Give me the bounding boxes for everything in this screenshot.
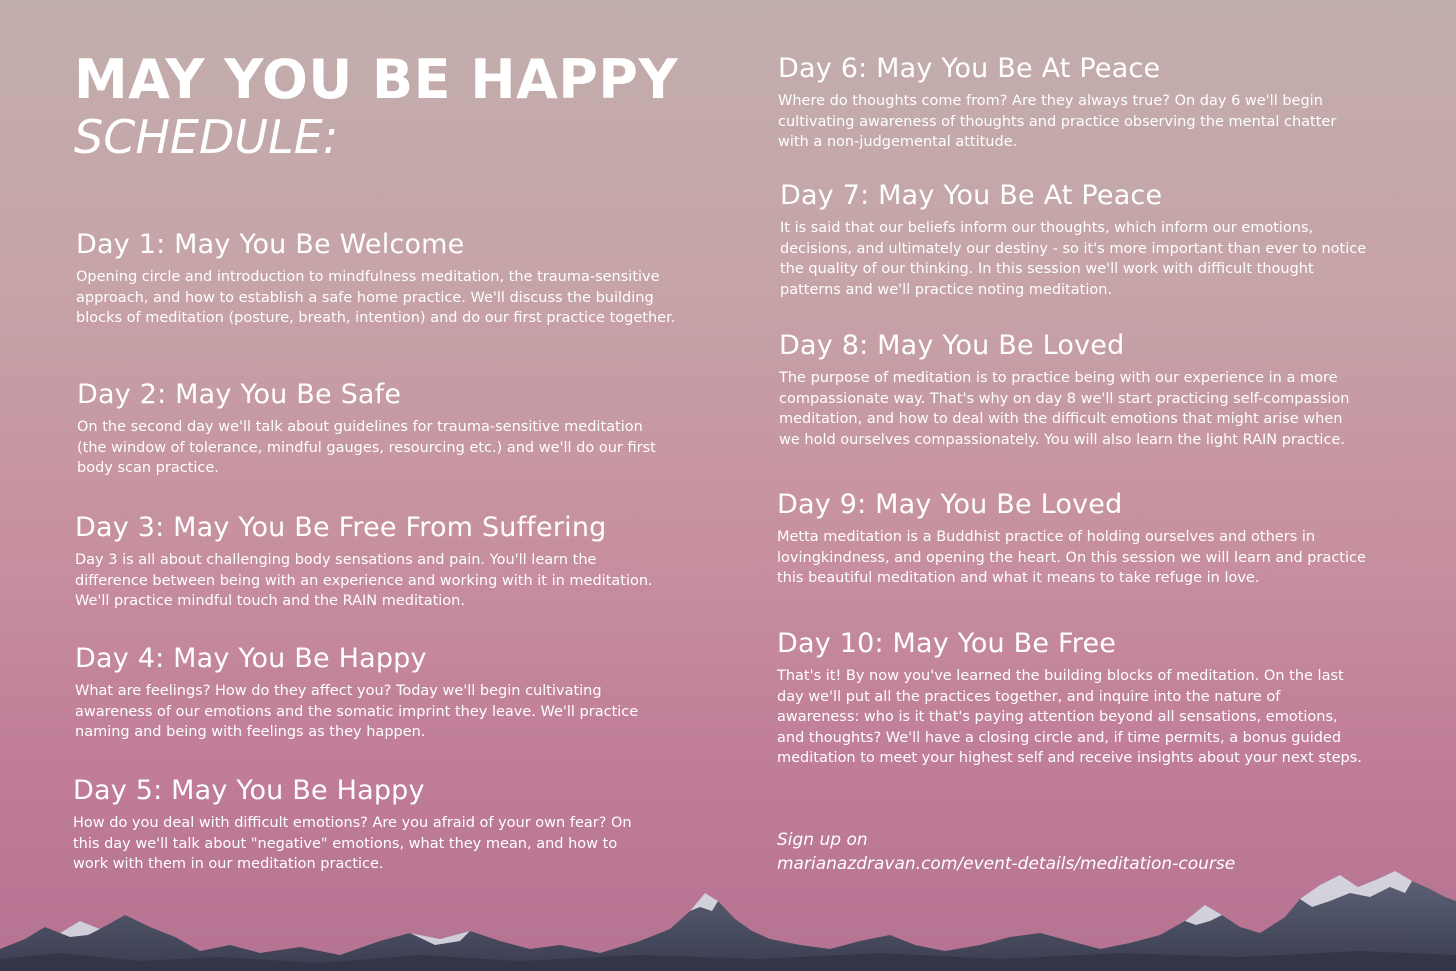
day-7-description: It is said that our beliefs inform our thoughts, which inform our emotions, decisions, and ultimately our destiny - so it's more important than ever to notice the quality of our thinking. In this session we'll work with difficult thought patterns and we'll practice noting meditation. — [780, 220, 1367, 298]
day-1-description: Opening circle and introduction to mindfulness meditation, the trauma-sensitive approach, and how to establish a safe home practice. We'll discuss the building blocks of meditation (posture, breath, intention) and do our first practice together. — [76, 269, 676, 327]
day-10-description: That's it! By now you've learned the building blocks of meditation. On the last day we'll put all the practices together, and inquire into the nature of awareness: who is it that's paying attention beyond all sensations, emotions, and thoughts? We'll have a closing circle and, if time permits, a bonus guided meditation to meet your highest self and receive insights about your next steps. — [777, 668, 1362, 767]
day-3-section — [75, 512, 665, 612]
day-3-description: Day 3 is all about challenging body sensations and pain. You'll learn the difference between being with an experience and working with it in meditation. We'll practice mindful touch and the RAIN meditation. — [75, 552, 653, 610]
day-2-section — [77, 379, 657, 479]
day-1-heading: Day 1: May You Be Welcome — [76, 229, 465, 260]
day-3-heading: Day 3: May You Be Free From Suffering — [75, 512, 607, 543]
page-subtitle: SCHEDULE: — [74, 110, 339, 164]
day-10-section — [777, 628, 1367, 769]
day-4-description: What are feelings? How do they affect you? Today we'll begin cultivating awareness of our emotions and the somatic imprint they leave. We'll practice naming and being with feelings as they happen. — [75, 683, 639, 741]
day-4-section — [75, 643, 675, 743]
day-7-section — [780, 180, 1370, 300]
day-8-description: The purpose of meditation is to practice being with our experience in a more compassionate way. That's why on day 8 we'll start practicing self-compassion meditation, and how to deal with the difficult emotions that might arise when we hold ourselves compassionately. You will also learn the light RAIN practice. — [779, 370, 1350, 448]
day-6-section — [778, 53, 1358, 153]
signup-label: Sign up on — [777, 830, 868, 850]
day-8-heading: Day 8: May You Be Loved — [779, 330, 1125, 361]
day-9-section — [777, 489, 1377, 589]
day-5-description: How do you deal with difficult emotions? Are you afraid of your own fear? On this day we'll talk about "negative" emotions, what they mean, and how to work with them in our meditation practice. — [73, 815, 632, 873]
day-5-heading: Day 5: May You Be Happy — [73, 775, 425, 806]
day-7-heading: Day 7: May You Be At Peace — [780, 180, 1163, 211]
day-8-section — [779, 330, 1359, 450]
page-title: MAY YOU BE HAPPY — [74, 48, 679, 111]
day-2-heading: Day 2: May You Be Safe — [77, 379, 402, 410]
day-6-description: Where do thoughts come from? Are they always true? On day 6 we'll begin cultivating awareness of thoughts and practice observing the mental chatter with a non-judgemental attitude. — [778, 93, 1337, 151]
day-9-heading: Day 9: May You Be Loved — [777, 489, 1123, 520]
day-2-description: On the second day we'll talk about guidelines for trauma-sensitive meditation (the window of tolerance, mindful gauges, resourcing etc.) and we'll do our first body scan practice. — [77, 419, 656, 477]
day-10-heading: Day 10: May You Be Free — [777, 628, 1117, 659]
day-9-description: Metta meditation is a Buddhist practice of holding ourselves and others in lovingkindness, and opening the heart. On this session we will learn and practice this beautiful meditation and what it means to take refuge in love. — [777, 529, 1366, 587]
day-6-heading: Day 6: May You Be At Peace — [778, 53, 1161, 84]
signup-url[interactable]: marianazdravan.com/event-details/meditation-course — [777, 854, 1236, 874]
day-1-section — [76, 229, 676, 329]
mountain-range-image — [0, 841, 1456, 971]
day-4-heading: Day 4: May You Be Happy — [75, 643, 427, 674]
